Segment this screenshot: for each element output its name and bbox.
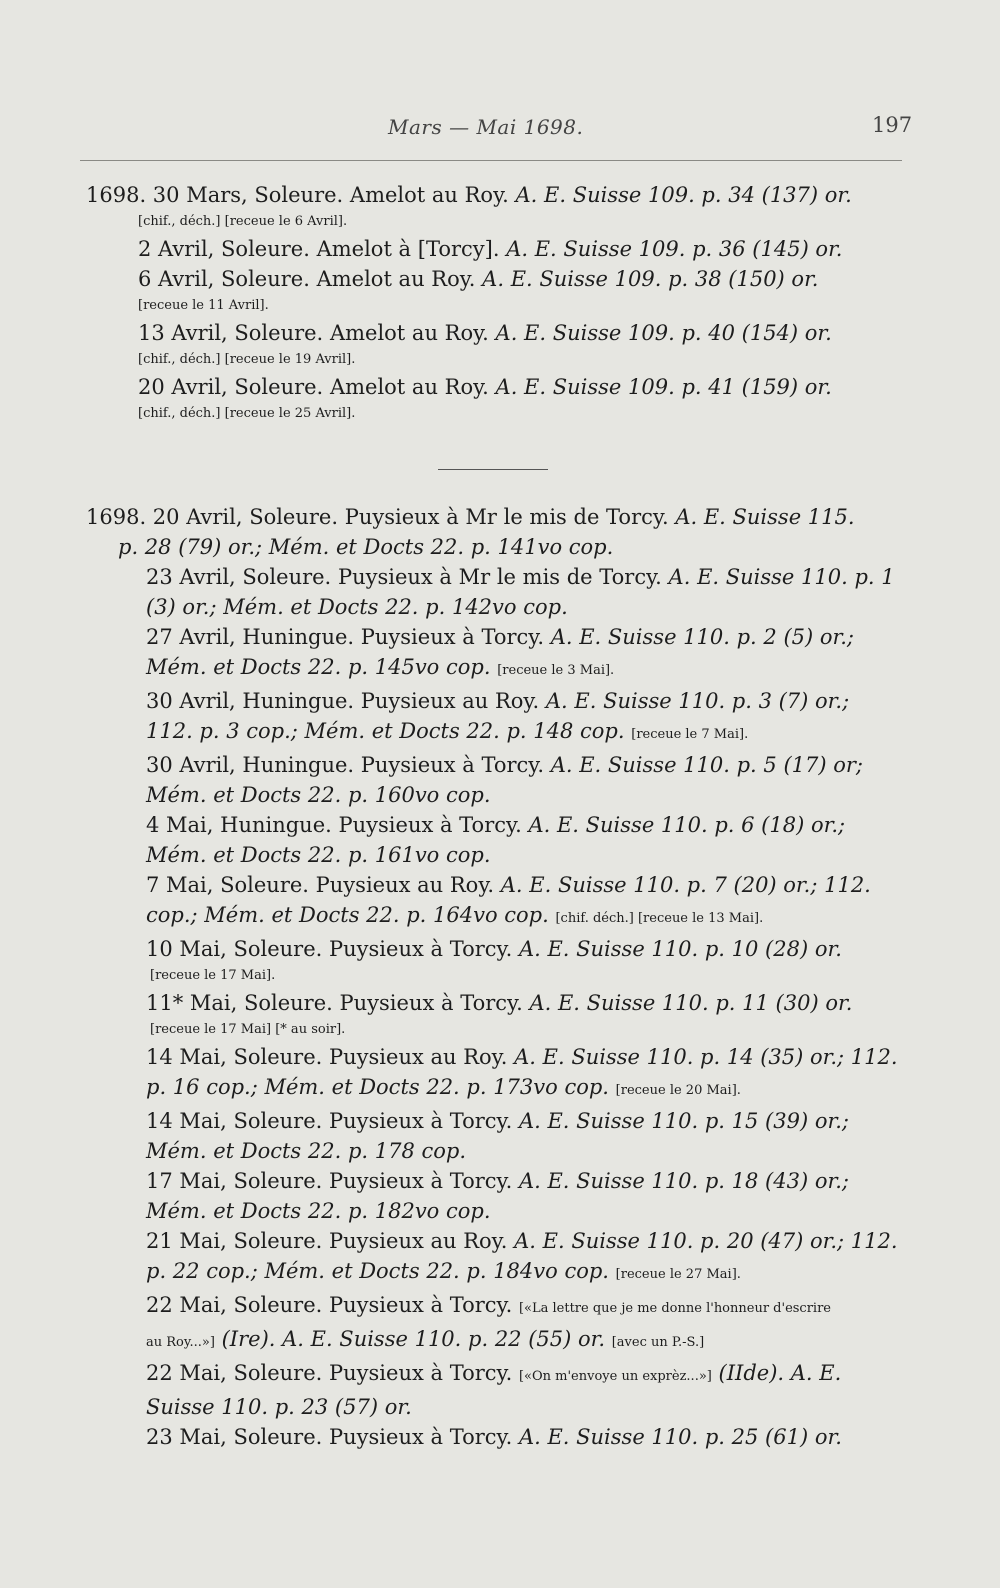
entry-reference: A. E. Suisse 110. p. 14 (35) or.; 112. bbox=[514, 1045, 898, 1069]
entry-reference: A. E. Suisse 110. p. 18 (43) or.; bbox=[518, 1169, 849, 1193]
entry-continuation: (3) or.; Mém. et Docts 22. p. 142vo cop. bbox=[146, 595, 568, 619]
entry-date: 1698. 20 Avril, Soleure. bbox=[86, 505, 339, 529]
header-rule bbox=[80, 160, 902, 161]
entry-text: Puysieux à Torcy. bbox=[329, 937, 513, 961]
entry-text: Amelot au Roy. bbox=[329, 375, 489, 399]
entry-date: 11* Mai, Soleure. bbox=[146, 991, 333, 1015]
entry-text: Puysieux à Torcy. bbox=[360, 625, 545, 649]
entry-reference: A. E. Suisse 110. p. 20 (47) or.; 112. bbox=[514, 1229, 898, 1253]
list-item bbox=[138, 234, 908, 264]
list-item bbox=[146, 1290, 908, 1358]
entry-reference: A. E. Suisse 109. p. 36 (145) or. bbox=[506, 237, 843, 261]
entry-text: Puysieux au Roy. bbox=[360, 689, 540, 713]
entry-date: 17 Mai, Soleure. bbox=[146, 1169, 323, 1193]
entry-reference: A. E. Suisse 110. p. 5 (17) or; bbox=[550, 753, 863, 777]
list-item bbox=[146, 1358, 908, 1422]
entry-continuation: cop.; Mém. et Docts 22. p. 164vo cop. bbox=[146, 903, 549, 927]
entry-date: 7 Mai, Soleure. bbox=[146, 873, 309, 897]
entry-date: 22 Mai, Soleure. bbox=[146, 1293, 323, 1317]
entry-text: Puysieux à Torcy. bbox=[339, 991, 523, 1015]
entry-note: [chif. déch.] [receue le 13 Mai]. bbox=[555, 911, 764, 926]
entry-note: [chif., déch.] [receue le 25 Avril]. bbox=[138, 406, 356, 421]
entry-note: [chif., déch.] [receue le 6 Avril]. bbox=[138, 214, 348, 229]
entry-note: [chif., déch.] [receue le 19 Avril]. bbox=[138, 352, 356, 367]
entry-date: 4 Mai, Huningue. bbox=[146, 813, 332, 837]
entry-date: 6 Avril, Soleure. bbox=[138, 267, 310, 291]
entry-reference: A. E. Suisse 110. p. 11 (30) or. bbox=[529, 991, 853, 1015]
entry-note: [receue le 11 Avril]. bbox=[138, 298, 269, 313]
entry-date: 13 Avril, Soleure. bbox=[138, 321, 324, 345]
entry-text: Puysieux au Roy. bbox=[315, 873, 495, 897]
entry-text: Puysieux à Torcy. bbox=[329, 1169, 513, 1193]
list-item bbox=[146, 1226, 908, 1290]
entry-note: [receue le 3 Mai]. bbox=[497, 663, 615, 678]
entry-note: [receue le 7 Mai]. bbox=[631, 727, 749, 742]
entry-reference: A. E. Suisse 110. p. 3 (7) or.; bbox=[545, 689, 850, 713]
entry-reference: A. E. Suisse 109. p. 41 (159) or. bbox=[495, 375, 832, 399]
list-item bbox=[146, 1106, 908, 1166]
entry-text: Amelot au Roy. bbox=[349, 183, 509, 207]
list-item bbox=[146, 562, 908, 622]
entry-reference: A. E. Suisse 110. p. 10 (28) or. bbox=[518, 937, 842, 961]
entry-date: 14 Mai, Soleure. bbox=[146, 1109, 323, 1133]
entry-reference: A. E. Suisse 110. p. 7 (20) or.; 112. bbox=[500, 873, 871, 897]
entry-date: 2 Avril, Soleure. bbox=[138, 237, 310, 261]
entry-date: 21 Mai, Soleure. bbox=[146, 1229, 323, 1253]
entry-continuation: Mém. et Docts 22. p. 145vo cop. bbox=[146, 655, 491, 679]
list-item bbox=[146, 1042, 908, 1106]
entry-text: Puysieux à Torcy. bbox=[338, 813, 522, 837]
entry-text: Puysieux à Torcy. bbox=[360, 753, 545, 777]
running-header-title: Mars — Mai 1698. bbox=[388, 115, 584, 139]
entry-text: Puysieux à Torcy. bbox=[329, 1425, 513, 1449]
entry-reference: A. E. Suisse 110. p. 2 (5) or.; bbox=[550, 625, 854, 649]
entry-text: Puysieux au Roy. bbox=[329, 1229, 508, 1253]
entry-date: 23 Mai, Soleure. bbox=[146, 1425, 323, 1449]
list-item bbox=[146, 988, 908, 1018]
section-puysieux bbox=[0, 502, 1000, 1452]
section-separator bbox=[438, 469, 548, 470]
entry-date: 22 Mai, Soleure. bbox=[146, 1361, 323, 1385]
entry-incipit: [«On m'envoye un exprèz...»] bbox=[518, 1369, 712, 1384]
entry-reference: A. E. Suisse 110. p. 1 bbox=[668, 565, 895, 589]
entry-date: 10 Mai, Soleure. bbox=[146, 937, 323, 961]
list-item bbox=[146, 934, 908, 964]
entry-text: Amelot à [Torcy]. bbox=[316, 237, 500, 261]
entry-text: Amelot au Roy. bbox=[329, 321, 489, 345]
entry-date: 23 Avril, Soleure. bbox=[146, 565, 332, 589]
entry-continuation: p. 16 cop.; Mém. et Docts 22. p. 173vo cop. bbox=[146, 1075, 609, 1099]
list-item bbox=[146, 686, 908, 750]
entry-incipit-continued: au Roy...»] bbox=[146, 1335, 215, 1350]
entry-continuation: Mém. et Docts 22. p. 161vo cop. bbox=[146, 843, 491, 867]
entry-reference: (IIde). A. E. bbox=[718, 1361, 842, 1385]
entry-continuation: (Ire). A. E. Suisse 110. p. 22 (55) or. bbox=[221, 1327, 606, 1351]
entry-text: Puysieux au Roy. bbox=[329, 1045, 508, 1069]
entry-reference: A. E. Suisse 110. p. 25 (61) or. bbox=[518, 1425, 842, 1449]
list-item bbox=[86, 180, 908, 210]
entry-date: 1698. 30 Mars, Soleure. bbox=[86, 183, 344, 207]
entry-continuation: Mém. et Docts 22. p. 160vo cop. bbox=[146, 783, 491, 807]
entry-text: Puysieux à Mr le mis de Torcy. bbox=[337, 565, 662, 589]
entry-continuation: p. 22 cop.; Mém. et Docts 22. p. 184vo cop. bbox=[146, 1259, 609, 1283]
list-item bbox=[146, 870, 908, 934]
entry-note: [avec un P.-S.] bbox=[611, 1335, 705, 1350]
list-item bbox=[146, 810, 908, 870]
list-item bbox=[146, 1166, 908, 1226]
list-item bbox=[146, 622, 908, 686]
list-item bbox=[146, 750, 908, 810]
list-item bbox=[86, 502, 908, 562]
entry-reference: A. E. Suisse 110. p. 6 (18) or.; bbox=[528, 813, 846, 837]
entry-continuation: 112. p. 3 cop.; Mém. et Docts 22. p. 148 cop. bbox=[146, 719, 625, 743]
entry-text: Puysieux à Torcy. bbox=[329, 1293, 513, 1317]
entry-reference: A. E. Suisse 109. p. 38 (150) or. bbox=[482, 267, 819, 291]
entry-continuation: p. 28 (79) or.; Mém. et Docts 22. p. 141vo cop. bbox=[118, 535, 614, 559]
entry-date: 27 Avril, Huningue. bbox=[146, 625, 355, 649]
list-item bbox=[146, 1422, 908, 1452]
entry-text: Amelot au Roy. bbox=[316, 267, 476, 291]
section-amelot bbox=[0, 180, 1000, 426]
entry-date: 30 Avril, Huningue. bbox=[146, 689, 355, 713]
entry-reference: A. E. Suisse 115. bbox=[675, 505, 855, 529]
entry-note: [receue le 27 Mai]. bbox=[615, 1267, 741, 1282]
entry-reference: A. E. Suisse 109. p. 34 (137) or. bbox=[515, 183, 852, 207]
entry-continuation: Suisse 110. p. 23 (57) or. bbox=[146, 1395, 412, 1419]
entry-reference: A. E. Suisse 109. p. 40 (154) or. bbox=[495, 321, 832, 345]
entry-reference: A. E. Suisse 110. p. 15 (39) or.; bbox=[518, 1109, 849, 1133]
entry-date: 20 Avril, Soleure. bbox=[138, 375, 324, 399]
entry-date: 30 Avril, Huningue. bbox=[146, 753, 355, 777]
entry-continuation: Mém. et Docts 22. p. 178 cop. bbox=[146, 1139, 467, 1163]
entry-note: [receue le 20 Mai]. bbox=[615, 1083, 741, 1098]
list-item bbox=[138, 318, 908, 348]
entry-date: 14 Mai, Soleure. bbox=[146, 1045, 323, 1069]
list-item bbox=[138, 264, 908, 294]
entry-text: Puysieux à Torcy. bbox=[329, 1361, 513, 1385]
entry-text: Puysieux à Mr le mis de Torcy. bbox=[344, 505, 669, 529]
entry-note: [receue le 17 Mai]. bbox=[150, 968, 276, 983]
entry-continuation: Mém. et Docts 22. p. 182vo cop. bbox=[146, 1199, 491, 1223]
entry-incipit: [«La lettre que je me donne l'honneur d'escrire bbox=[518, 1301, 831, 1316]
entry-note: [receue le 17 Mai] [* au soir]. bbox=[150, 1022, 346, 1037]
page-number: 197 bbox=[872, 113, 913, 137]
entry-text: Puysieux à Torcy. bbox=[329, 1109, 513, 1133]
list-item bbox=[138, 372, 908, 402]
